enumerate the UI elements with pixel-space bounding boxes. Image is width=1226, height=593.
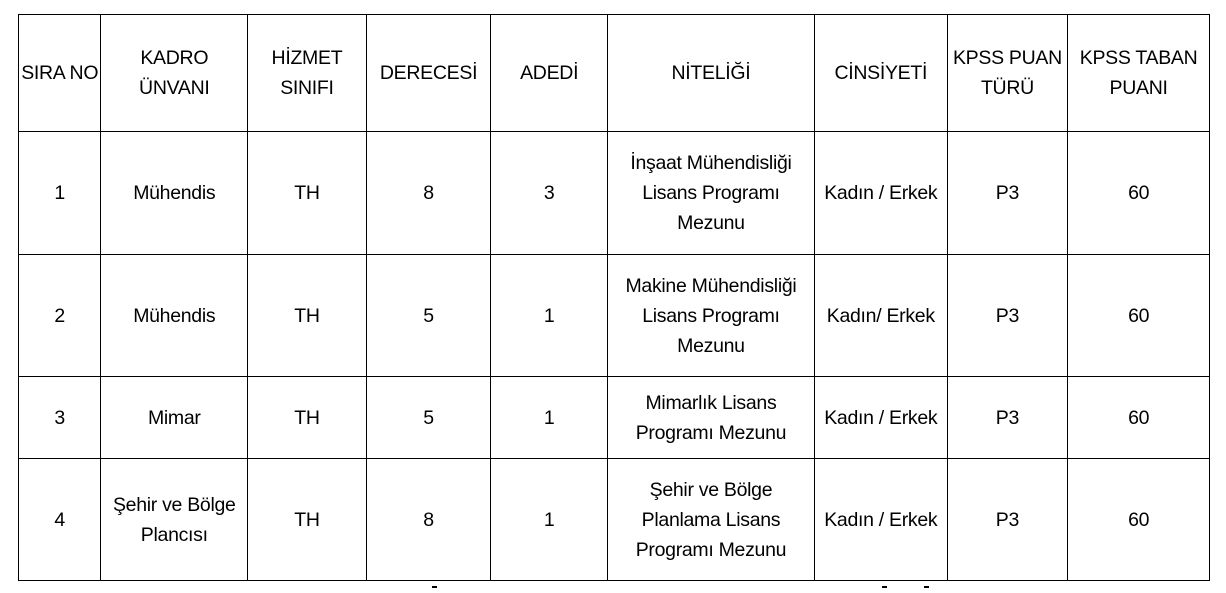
table-row <box>19 459 1210 581</box>
header-adedi: ADEDİ <box>491 15 608 132</box>
cell-kadro-unvani: Mühendis <box>101 132 248 255</box>
cell-derecesi: 8 <box>366 459 491 581</box>
cell-niteligi: İnşaat Mühendisliği Lisans Programı Mezunu <box>607 132 814 255</box>
header-derecesi: DERECESİ <box>366 15 491 132</box>
header-kpss-puan-turu: KPSS PUAN TÜRÜ <box>947 15 1068 132</box>
cell-niteligi: Mimarlık Lisans Programı Mezunu <box>607 377 814 459</box>
cell-cinsiyeti: Kadın / Erkek <box>814 459 947 581</box>
header-hizmet-sinifi: HİZMET SINIFI <box>248 15 367 132</box>
cell-adedi: 3 <box>491 132 608 255</box>
header-kadro-unvani: KADRO ÜNVANI <box>101 15 248 132</box>
cropped-glyph-mark <box>432 586 437 588</box>
cell-niteligi: Makine Mühendisliği Lisans Programı Mezunu <box>607 255 814 377</box>
cell-kpss-taban-puani: 60 <box>1068 377 1210 459</box>
cell-kpss-taban-puani: 60 <box>1068 459 1210 581</box>
cell-adedi: 1 <box>491 459 608 581</box>
cell-cinsiyeti: Kadın / Erkek <box>814 377 947 459</box>
cell-adedi: 1 <box>491 377 608 459</box>
cell-kadro-unvani: Mühendis <box>101 255 248 377</box>
cell-derecesi: 5 <box>366 377 491 459</box>
cell-niteligi: Şehir ve Bölge Planlama Lisans Programı Mezunu <box>607 459 814 581</box>
cell-sira-no: 4 <box>19 459 101 581</box>
cell-adedi: 1 <box>491 255 608 377</box>
table-row <box>19 132 1210 255</box>
cell-kpss-puan-turu: P3 <box>947 459 1068 581</box>
cell-sira-no: 3 <box>19 377 101 459</box>
cell-derecesi: 8 <box>366 132 491 255</box>
cell-sira-no: 2 <box>19 255 101 377</box>
cell-cinsiyeti: Kadın/ Erkek <box>814 255 947 377</box>
kadro-table <box>18 14 1210 581</box>
cell-hizmet-sinifi: TH <box>248 132 367 255</box>
cell-kpss-puan-turu: P3 <box>947 132 1068 255</box>
cell-kadro-unvani: Mimar <box>101 377 248 459</box>
cell-hizmet-sinifi: TH <box>248 377 367 459</box>
cell-kpss-taban-puani: 60 <box>1068 255 1210 377</box>
header-row <box>19 15 1210 132</box>
cell-hizmet-sinifi: TH <box>248 459 367 581</box>
cropped-glyph-mark <box>882 586 887 588</box>
header-cinsiyeti: CİNSİYETİ <box>814 15 947 132</box>
table-row <box>19 377 1210 459</box>
header-sira-no: SIRA NO <box>19 15 101 132</box>
cropped-glyph-mark <box>924 586 929 588</box>
cropped-next-line <box>0 586 1226 593</box>
cell-kpss-puan-turu: P3 <box>947 377 1068 459</box>
cell-kpss-puan-turu: P3 <box>947 255 1068 377</box>
cell-kpss-taban-puani: 60 <box>1068 132 1210 255</box>
cell-sira-no: 1 <box>19 132 101 255</box>
cell-hizmet-sinifi: TH <box>248 255 367 377</box>
header-niteligi: NİTELİĞİ <box>607 15 814 132</box>
cell-kadro-unvani: Şehir ve Bölge Plancısı <box>101 459 248 581</box>
cell-derecesi: 5 <box>366 255 491 377</box>
header-kpss-taban-puani: KPSS TABAN PUANI <box>1068 15 1210 132</box>
cell-cinsiyeti: Kadın / Erkek <box>814 132 947 255</box>
table-row <box>19 255 1210 377</box>
